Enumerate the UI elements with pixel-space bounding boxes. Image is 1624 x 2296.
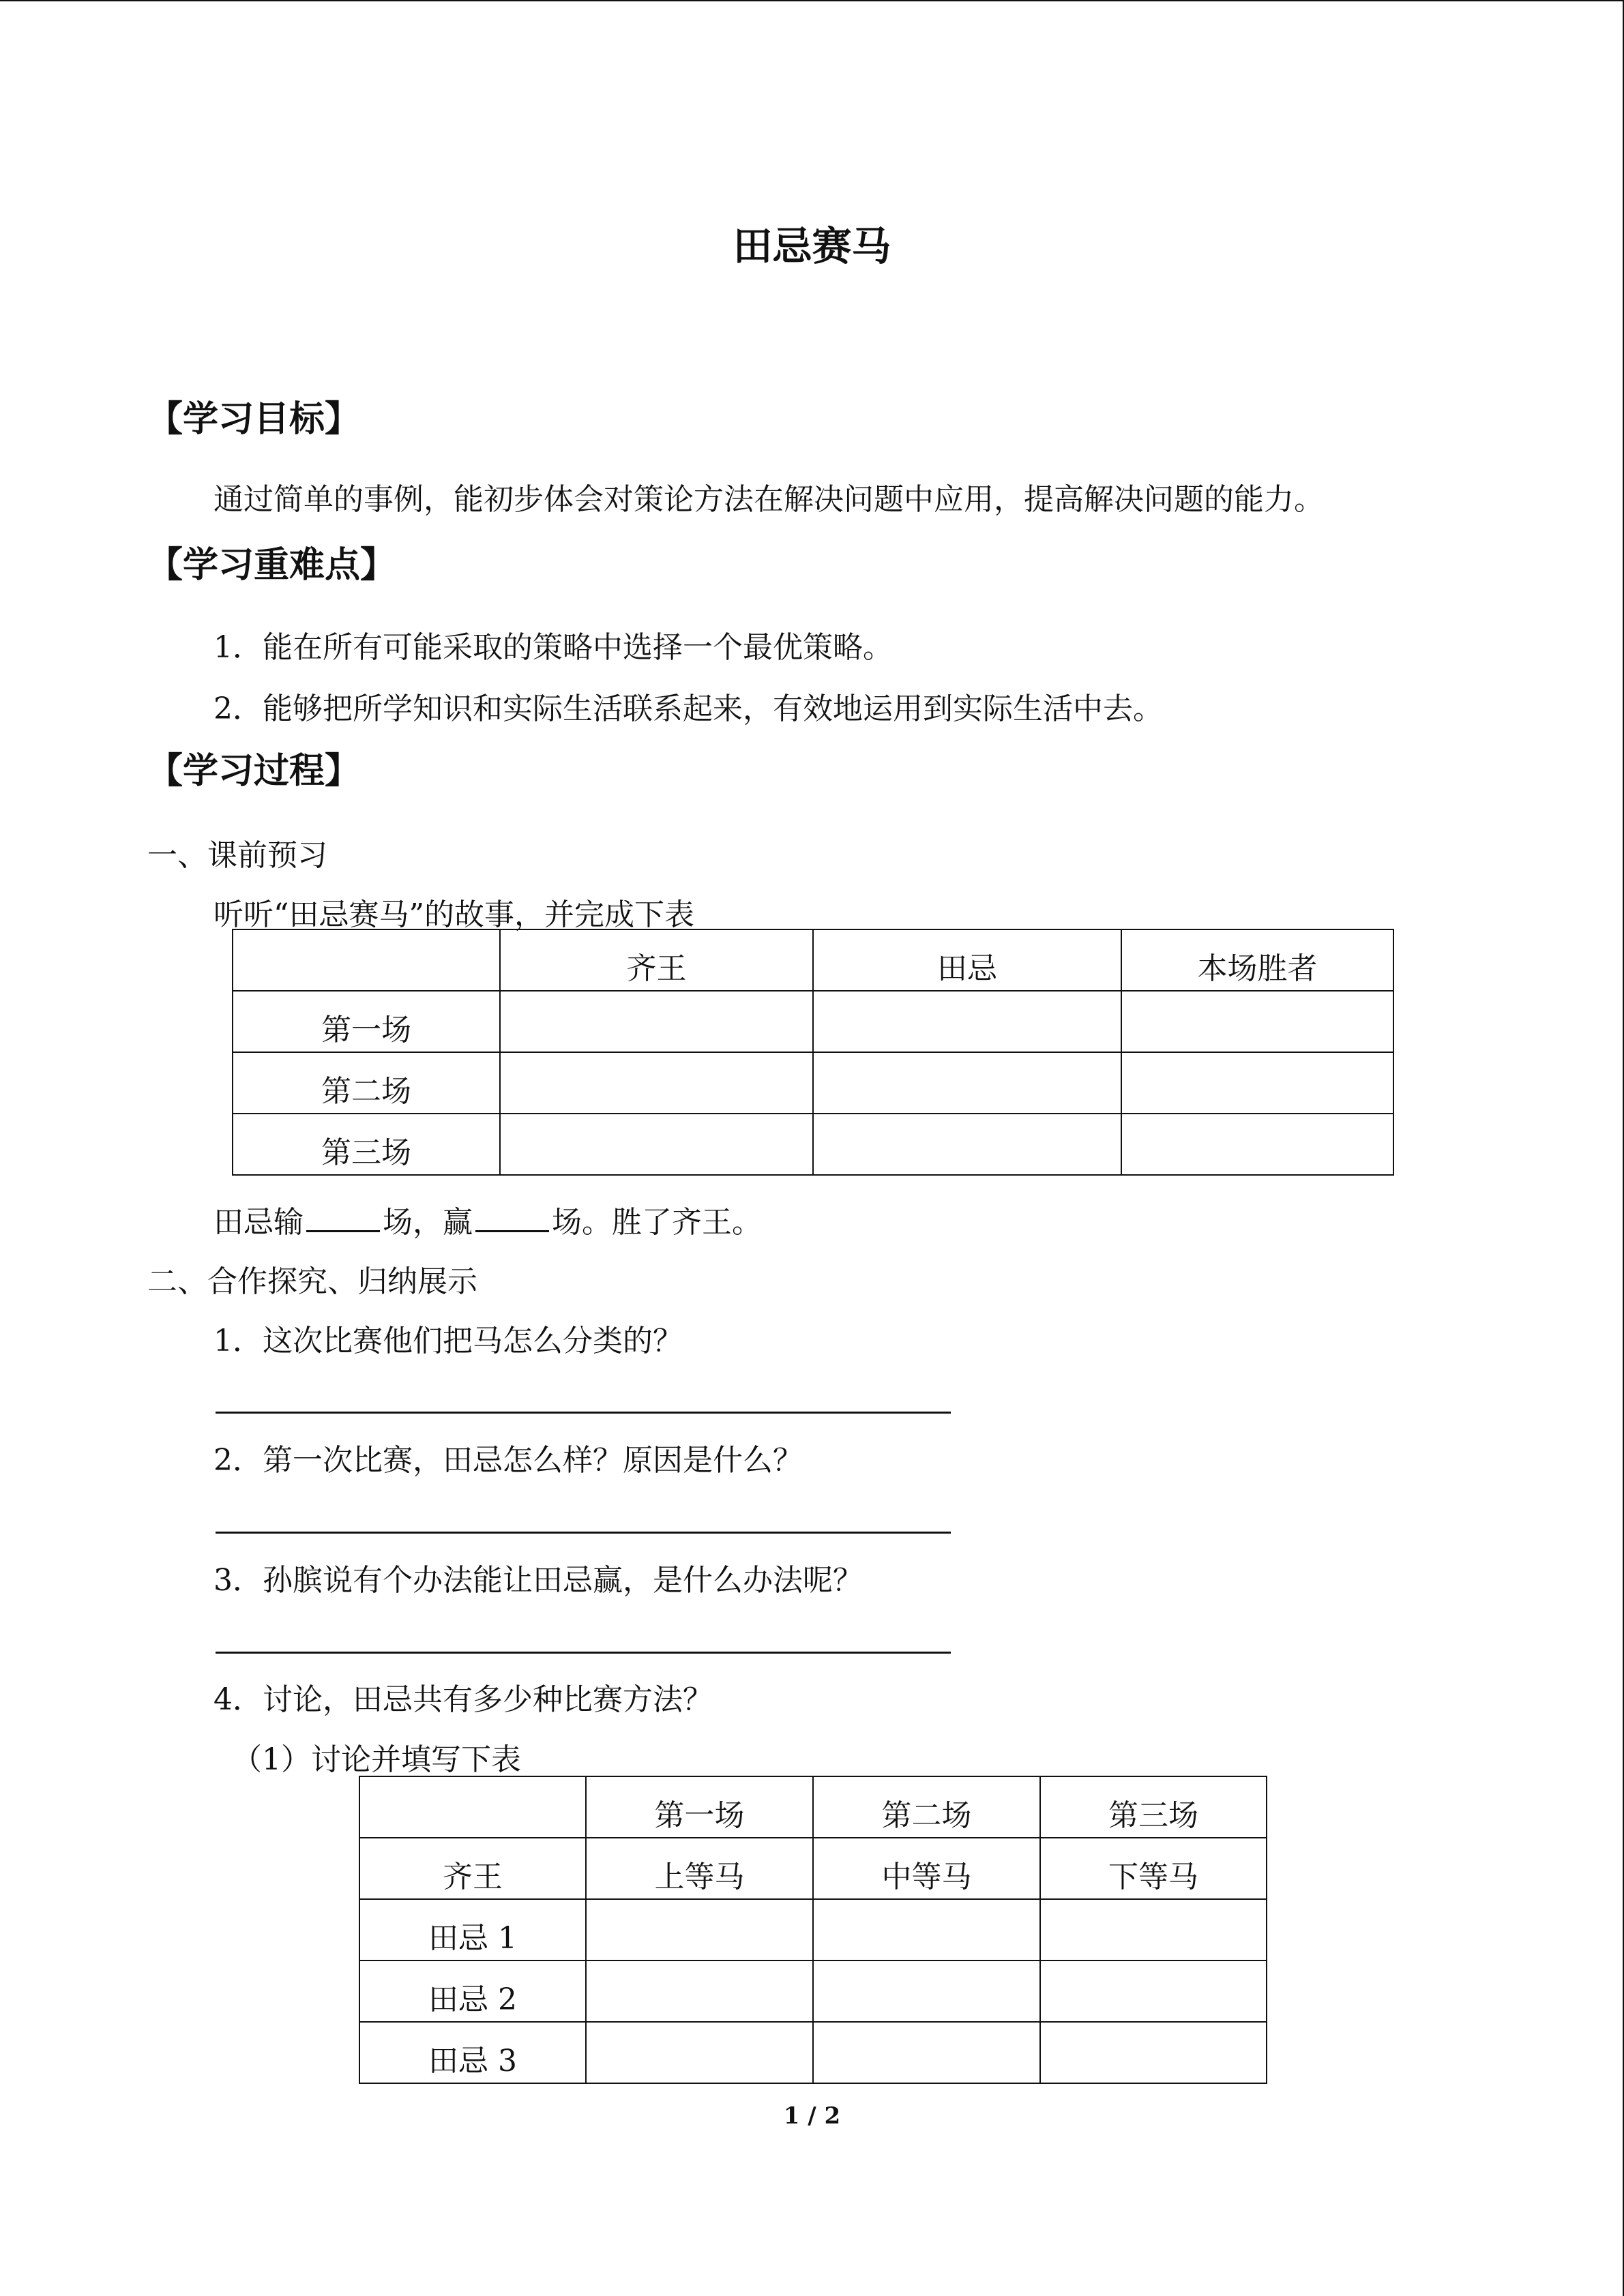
- strategy-table-cell: 第一场: [586, 1776, 813, 1838]
- race-table-cell[interactable]: [500, 991, 813, 1052]
- race-table-cell: 本场胜者: [1121, 929, 1393, 991]
- race-table-row: [233, 991, 1393, 1052]
- answer-line-2[interactable]: [216, 1532, 951, 1534]
- race-table-cell: 第二场: [233, 1052, 500, 1114]
- strategy-table-header: [359, 1776, 1267, 1838]
- race-table-cell: [233, 929, 500, 991]
- page-number: 1 / 2: [783, 2102, 841, 2130]
- race-table-cell[interactable]: [500, 1052, 813, 1114]
- race-table-cell[interactable]: [813, 991, 1121, 1052]
- strategy-table-row: [359, 1838, 1267, 1899]
- strategy-table-row: [359, 1899, 1267, 1960]
- fill-text-1: 田忌输: [213, 1205, 304, 1240]
- part2-title: 二、合作探究、归纳展示: [147, 1264, 477, 1299]
- race-table-cell[interactable]: [1121, 991, 1393, 1052]
- process-heading: 【学习过程】: [147, 751, 361, 792]
- objectives-text: 通过简单的事例，能初步体会对策论方法在解决问题中应用，提高解决问题的能力。: [213, 482, 1324, 517]
- key-point-1: 1．能在所有可能采取的策略中选择一个最优策略。: [213, 630, 893, 665]
- race-table-cell[interactable]: [813, 1114, 1121, 1175]
- strategy-table-cell: [359, 1776, 586, 1838]
- race-table-row: [233, 1052, 1393, 1114]
- strategy-table-row: [359, 2022, 1267, 2083]
- fill-text-2: 场，赢: [383, 1205, 473, 1240]
- race-table-header: [233, 929, 1393, 991]
- strategy-table-cell: 齐王: [359, 1838, 586, 1899]
- strategy-table-cell: 田忌 2: [359, 1960, 586, 2022]
- question-4: 4．讨论，田忌共有多少种比赛方法？: [213, 1682, 713, 1717]
- strategy-table-cell: 田忌 3: [359, 2022, 586, 2083]
- strategy-table-cell: 第二场: [813, 1776, 1040, 1838]
- race-table-cell: 第一场: [233, 991, 500, 1052]
- strategy-table-cell: 中等马: [813, 1838, 1040, 1899]
- answer-line-1[interactable]: [216, 1412, 951, 1414]
- strategy-table: [359, 1776, 1267, 2084]
- race-table-cell: 田忌: [813, 929, 1121, 991]
- strategy-table-cell[interactable]: [813, 1899, 1040, 1960]
- race-table-cell[interactable]: [813, 1052, 1121, 1114]
- question-3: 3．孙膑说有个办法能让田忌赢，是什么办法呢？: [213, 1563, 863, 1598]
- race-table-cell[interactable]: [1121, 1114, 1393, 1175]
- fill-in-sentence: [213, 1197, 762, 1241]
- fill-blank-lose[interactable]: [306, 1200, 380, 1232]
- strategy-table-cell: 田忌 1: [359, 1899, 586, 1960]
- part1-intro: 听听“田忌赛马”的故事，并完成下表: [213, 897, 694, 932]
- answer-line-3[interactable]: [216, 1652, 951, 1654]
- page-title: 田忌赛马: [733, 223, 891, 269]
- strategy-table-cell[interactable]: [586, 1960, 813, 2022]
- strategy-table-cell[interactable]: [813, 1960, 1040, 2022]
- sub-question: （1）讨论并填写下表: [232, 1742, 521, 1777]
- strategy-table-cell: 第三场: [1040, 1776, 1267, 1838]
- part1-title: 一、课前预习: [147, 838, 327, 873]
- race-table-cell: 齐王: [500, 929, 813, 991]
- race-table-cell[interactable]: [1121, 1052, 1393, 1114]
- question-2: 2．第一次比赛，田忌怎么样？原因是什么？: [213, 1443, 803, 1478]
- strategy-table-cell[interactable]: [586, 2022, 813, 2083]
- question-1: 1．这次比赛他们把马怎么分类的？: [213, 1324, 683, 1358]
- strategy-table-cell: 上等马: [586, 1838, 813, 1899]
- key-point-2: 2．能够把所学知识和实际生活联系起来，有效地运用到实际生活中去。: [213, 691, 1163, 726]
- strategy-table-cell: 下等马: [1040, 1838, 1267, 1899]
- fill-blank-win[interactable]: [475, 1200, 549, 1232]
- race-table-cell: 第三场: [233, 1114, 500, 1175]
- strategy-table-cell[interactable]: [1040, 1899, 1267, 1960]
- strategy-table-cell[interactable]: [813, 2022, 1040, 2083]
- race-table-row: [233, 1114, 1393, 1175]
- strategy-table-row: [359, 1960, 1267, 2022]
- strategy-table-cell[interactable]: [1040, 2022, 1267, 2083]
- strategy-table-cell[interactable]: [586, 1899, 813, 1960]
- key-points-heading: 【学习重难点】: [147, 545, 396, 586]
- fill-text-3: 场。胜了齐王。: [552, 1205, 762, 1240]
- race-table-cell[interactable]: [500, 1114, 813, 1175]
- strategy-table-cell[interactable]: [1040, 1960, 1267, 2022]
- race-table: [232, 929, 1394, 1176]
- objectives-heading: 【学习目标】: [147, 399, 361, 440]
